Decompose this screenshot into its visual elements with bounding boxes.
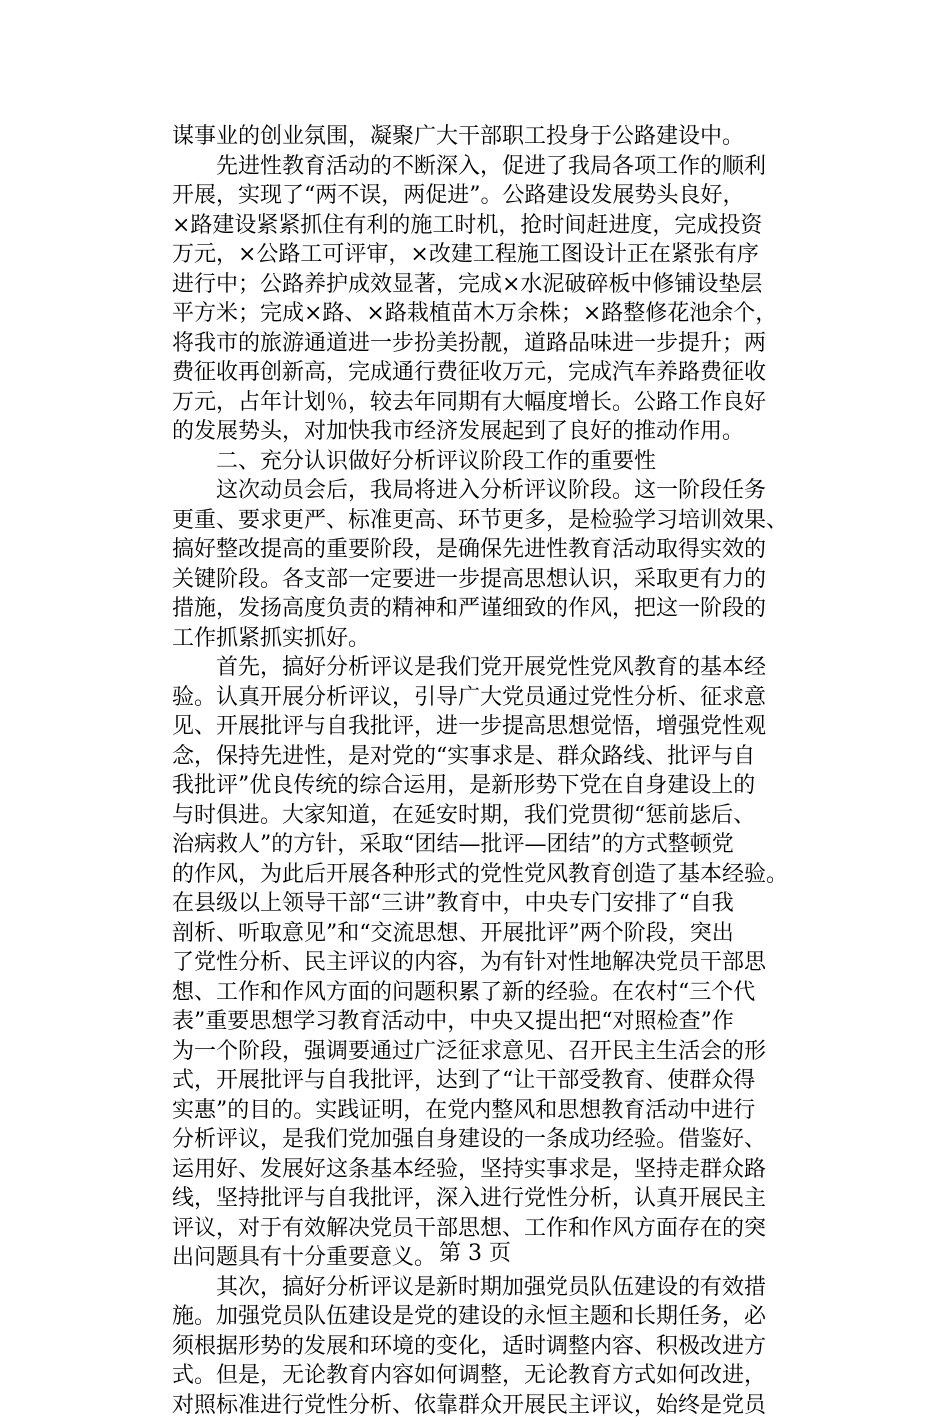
- text-line: 二、充分认识做好分析评议阶段工作的重要性: [172, 447, 792, 477]
- text-line: 线，坚持批评与自我批评，深入进行党性分析，认真开展民主: [172, 1184, 792, 1214]
- text-line: 费征收再创新高，完成通行费征收万元，完成汽车养路费征收: [172, 358, 792, 388]
- text-line: 须根据形势的发展和环境的变化，适时调整内容、积极改进方: [172, 1332, 792, 1362]
- text-line: 为一个阶段，强调要通过广泛征求意见、召开民主生活会的形: [172, 1037, 792, 1067]
- text-line: 分析评议，是我们党加强自身建设的一条成功经验。借鉴好、: [172, 1125, 792, 1155]
- text-line: 治病救人”的方针，采取“团结—批评—团结”的方式整顿党: [172, 830, 792, 860]
- text-line: 首先，搞好分析评议是我们党开展党性党风教育的基本经: [172, 653, 792, 683]
- text-line: 这次动员会后，我局将进入分析评议阶段。这一阶段任务: [172, 476, 792, 506]
- text-line: 在县级以上领导干部“三讲”教育中，中央专门安排了“自我: [172, 889, 792, 919]
- text-line: 式，开展批评与自我批评，达到了“让干部受教育、使群众得: [172, 1066, 792, 1096]
- text-line: 评议，对于有效解决党员干部思想、工作和作风方面存在的突: [172, 1214, 792, 1244]
- text-line: 念，保持先进性，是对党的“实事求是、群众路线、批评与自: [172, 742, 792, 772]
- text-line: 见、开展批评与自我批评，进一步提高思想觉悟，增强党性观: [172, 712, 792, 742]
- text-line: 搞好整改提高的重要阶段，是确保先进性教育活动取得实效的: [172, 535, 792, 565]
- text-line: 式。但是，无论教育内容如何调整，无论教育方式如何改进，: [172, 1361, 792, 1391]
- text-line: 其次，搞好分析评议是新时期加强党员队伍建设的有效措: [172, 1273, 792, 1303]
- text-line: 施。加强党员队伍建设是党的建设的永恒主题和长期任务，必: [172, 1302, 792, 1332]
- text-line: 验。认真开展分析评议，引导广大党员通过党性分析、征求意: [172, 683, 792, 713]
- text-line: 开展，实现了“两不误，两促进”。公路建设发展势头良好，: [172, 181, 792, 211]
- text-line: 谋事业的创业氛围，凝聚广大干部职工投身于公路建设中。: [172, 122, 792, 152]
- text-line: 对照标准进行党性分析、依靠群众开展民主评议，始终是党员: [172, 1391, 792, 1420]
- text-line: 关键阶段。各支部一定要进一步提高思想认识，采取更有力的: [172, 565, 792, 595]
- text-line: 运用好、发展好这条基本经验，坚持实事求是，坚持走群众路: [172, 1155, 792, 1185]
- text-line: 万元，×公路工可评审，×改建工程施工图设计正在紧张有序: [172, 240, 792, 270]
- text-line: 出问题具有十分重要意义。: [172, 1243, 792, 1273]
- text-line: ×路建设紧紧抓住有利的施工时机，抢时间赶进度，完成投资: [172, 211, 792, 241]
- text-line: 我批评”优良传统的综合运用，是新形势下党在自身建设上的: [172, 771, 792, 801]
- text-line: 进行中；公路养护成效显著，完成×水泥破碎板中修铺设垫层: [172, 270, 792, 300]
- text-line: 万元，占年计划％，较去年同期有大幅度增长。公路工作良好: [172, 388, 792, 418]
- body-text: [172, 122, 792, 1420]
- text-line: 的发展势头，对加快我市经济发展起到了良好的推动作用。: [172, 417, 792, 447]
- page-number-footer: 第 3 页: [0, 1239, 950, 1269]
- text-line: 与时俱进。大家知道，在延安时期，我们党贯彻“惩前毖后、: [172, 801, 792, 831]
- text-line: 剖析、听取意见”和“交流思想、开展批评”两个阶段，突出: [172, 919, 792, 949]
- text-line: 平方米；完成×路、×路栽植苗木万余株；×路整修花池余个，: [172, 299, 792, 329]
- text-line: 了党性分析、民主评议的内容，为有针对性地解决党员干部思: [172, 948, 792, 978]
- text-line: 措施，发扬高度负责的精神和严谨细致的作风，把这一阶段的: [172, 594, 792, 624]
- text-line: 先进性教育活动的不断深入，促进了我局各项工作的顺利: [172, 152, 792, 182]
- text-line: 想、工作和作风方面的问题积累了新的经验。在农村“三个代: [172, 978, 792, 1008]
- text-line: 表”重要思想学习教育活动中，中央又提出把“对照检查”作: [172, 1007, 792, 1037]
- text-line: 将我市的旅游通道进一步扮美扮靓，道路品味进一步提升；两: [172, 329, 792, 359]
- text-line: 实惠”的目的。实践证明，在党内整风和思想教育活动中进行: [172, 1096, 792, 1126]
- text-line: 的作风，为此后开展各种形式的党性党风教育创造了基本经验。: [172, 860, 792, 890]
- text-line: 更重、要求更严、标准更高、环节更多，是检验学习培训效果、: [172, 506, 792, 536]
- text-line: 工作抓紧抓实抓好。: [172, 624, 792, 654]
